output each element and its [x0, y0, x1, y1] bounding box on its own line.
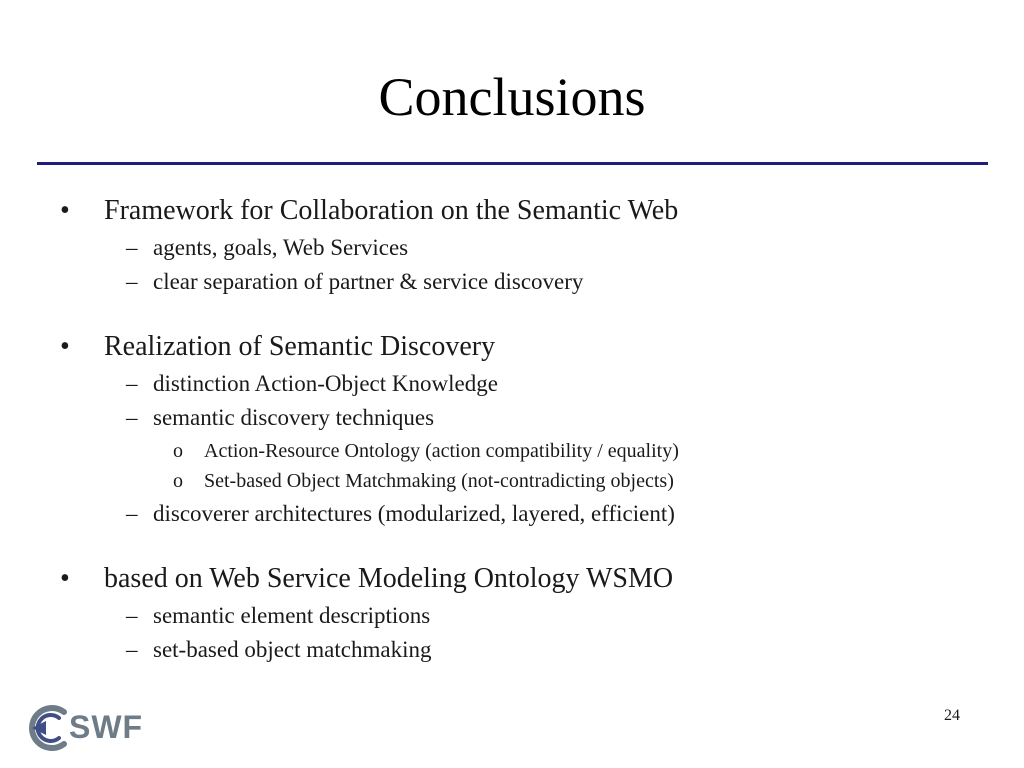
sub-bullet-text: discoverer architectures (modularized, layered, efficient): [153, 501, 675, 526]
circle-bullet-icon: o: [173, 470, 183, 492]
circle-bullet-icon: o: [173, 440, 183, 462]
sub-sub-bullet-text: Set-based Object Matchmaking (not-contradicting objects): [204, 470, 674, 492]
sub-bullet-text: set-based object matchmaking: [153, 637, 432, 662]
bullet-icon: •: [60, 331, 70, 362]
swf-logo-icon: [28, 703, 70, 753]
bullet-text: Realization of Semantic Discovery: [104, 331, 496, 362]
sub-bullet-text: semantic discovery techniques: [153, 405, 435, 430]
sub-bullet-text: semantic element descriptions: [153, 603, 431, 628]
sub-bullet-text: clear separation of partner & service discovery: [153, 269, 584, 294]
dash-icon: –: [126, 405, 138, 430]
dash-icon: –: [126, 371, 138, 396]
dash-icon: –: [126, 637, 138, 662]
sub-bullet-text: agents, goals, Web Services: [153, 235, 409, 260]
slide-title: Conclusions: [378, 67, 646, 127]
bullet-text: Framework for Collaboration on the Semantic Web: [104, 195, 679, 226]
sub-bullet-text: distinction Action-Object Knowledge: [153, 371, 498, 396]
dash-icon: –: [126, 501, 138, 526]
dash-icon: –: [126, 269, 138, 294]
sub-sub-bullet-text: Action-Resource Ontology (action compatibility / equality): [204, 440, 679, 462]
bullet-icon: •: [60, 563, 70, 594]
dash-icon: –: [126, 235, 138, 260]
swf-logo: [28, 703, 144, 753]
bullet-text: based on Web Service Modeling Ontology WSMO: [104, 563, 674, 594]
logo-text: SWF: [69, 709, 144, 745]
dash-icon: –: [126, 603, 138, 628]
bullet-icon: •: [60, 195, 70, 226]
page-number: 24: [944, 707, 960, 724]
